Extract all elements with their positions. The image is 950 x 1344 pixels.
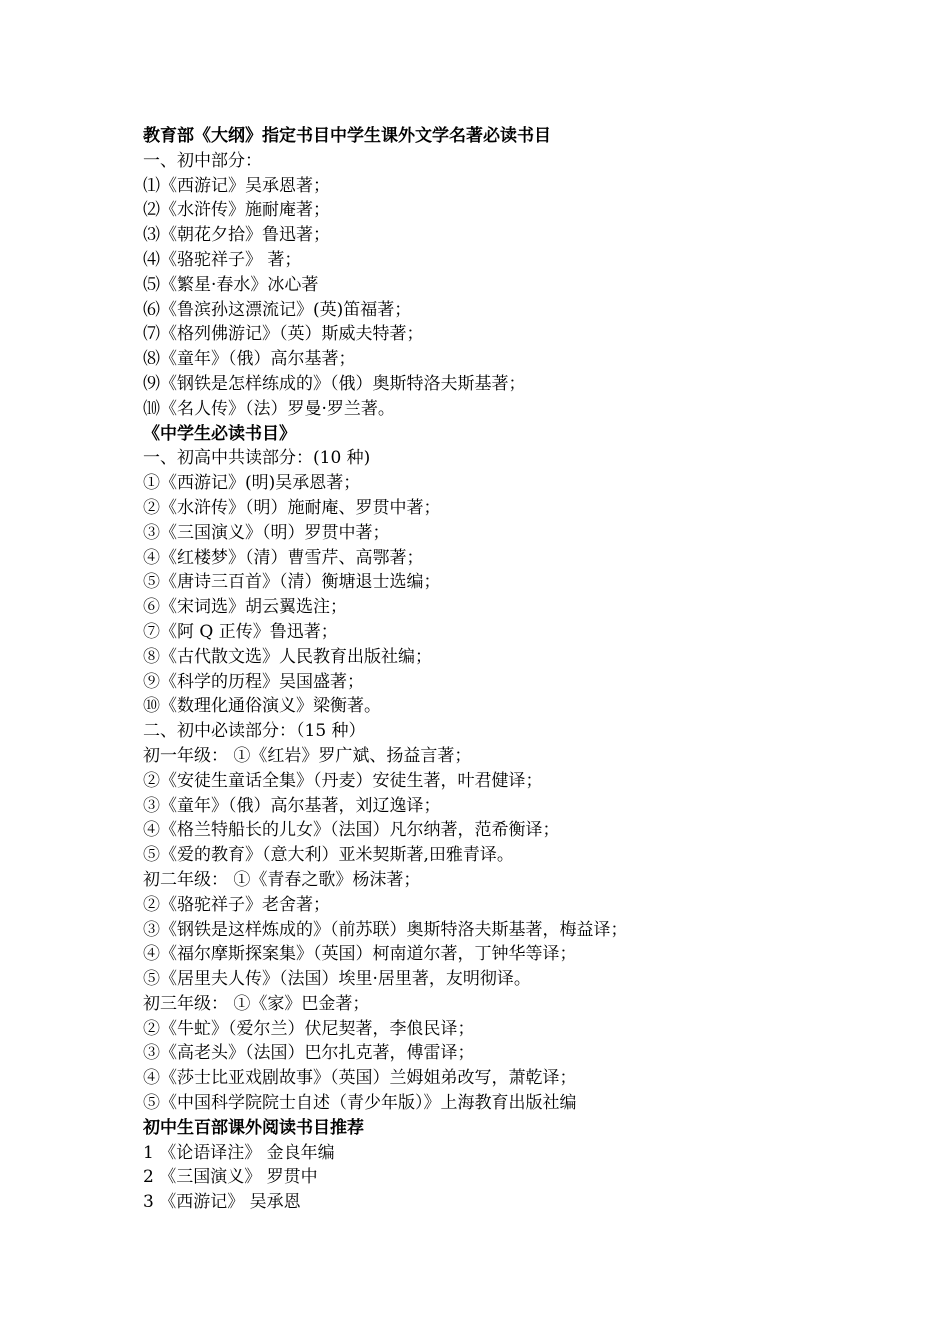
text-line: ⑵《水浒传》施耐庵著；	[143, 200, 330, 221]
text-line: 3 《西游记》 吴承恩	[143, 1192, 301, 1213]
text-line: ⑼《钢铁是怎样练成的》（俄）奥斯特洛夫斯基著；	[143, 373, 526, 394]
text-line: ③《童年》（俄）高尔基著，刘辽逸译；	[143, 795, 441, 816]
text-line: ①《西游记》(明)吴承恩著；	[143, 473, 361, 494]
text-line: ②《安徒生童话全集》（丹麦）安徒生著，叶君健译；	[143, 770, 543, 791]
text-line: ④《格兰特船长的儿女》（法国）凡尔纳著，范希衡译；	[143, 820, 560, 841]
section-heading: 教育部《大纲》指定书目中学生课外文学名著必读书目	[143, 126, 551, 146]
text-line: ⑶《朝花夕拾》鲁迅著；	[143, 225, 330, 246]
text-line: ③《高老头》（法国）巴尔扎克著，傅雷译；	[143, 1043, 475, 1064]
document-page	[143, 124, 803, 1215]
text-line: ⑤《中国科学院院士自述（青少年版）》上海教育出版社编	[143, 1093, 577, 1114]
text-line: ③《钢铁是这样炼成的》（前苏联）奥斯特洛夫斯基著，梅益译；	[143, 919, 628, 940]
text-line: ④《红楼梦》（清）曹雪芹、高鄂著；	[143, 547, 424, 568]
text-line: 二、初中必读部分：（15 种）	[143, 721, 366, 742]
text-line: ⑨《科学的历程》吴国盛著；	[143, 671, 364, 692]
text-line: ④《福尔摩斯探案集》（英国）柯南道尔著，丁钟华等译；	[143, 944, 577, 965]
text-line: 初二年级： ①《青春之歌》杨沫著；	[143, 869, 421, 890]
text-line: ⑹《鲁滨孙这漂流记》(英)笛福著；	[143, 299, 412, 320]
text-line: ⑦《阿 Q 正传》鲁迅著；	[143, 621, 338, 642]
text-line: ⑷《骆驼祥子》 著；	[143, 249, 302, 270]
text-line: ⑤《唐诗三百首》（清）衡塘退士选编；	[143, 572, 441, 593]
text-line: ③《三国演义》（明）罗贯中著；	[143, 522, 390, 543]
text-line: ⑸《繁星·春水》冰心著	[143, 274, 319, 295]
text-line: ⑧《古代散文选》人民教育出版社编；	[143, 646, 432, 667]
text-line: 一、初中部分：	[143, 150, 262, 171]
text-line: ④《莎士比亚戏剧故事》（英国）兰姆姐弟改写，萧乾译；	[143, 1068, 577, 1089]
text-line: 初一年级： ①《红岩》罗广斌、扬益言著；	[143, 745, 472, 766]
text-line: ⑥《宋词选》胡云翼选注；	[143, 597, 347, 618]
text-line: 2 《三国演义》 罗贯中	[143, 1167, 318, 1188]
section-heading: 《中学生必读书目》	[143, 423, 296, 444]
text-line: ⑩《数理化通俗演义》梁衡著。	[143, 696, 381, 717]
text-line: ⑤《爱的教育》（意大利）亚米契斯著,田雅青译。	[143, 845, 514, 866]
text-line: ⑴《西游记》吴承恩著；	[143, 175, 330, 196]
text-line: ②《牛虻》（爱尔兰）伏尼契著，李俍民译；	[143, 1018, 475, 1039]
section-heading: 初中生百部课外阅读书目推荐	[143, 1117, 364, 1138]
text-line: 初三年级： ①《家》巴金著；	[143, 993, 370, 1014]
text-line: ②《水浒传》（明）施耐庵、罗贯中著；	[143, 497, 441, 518]
text-line: ⑽《名人传》（法）罗曼·罗兰著。	[143, 398, 395, 419]
text-line: ⑻《童年》（俄）高尔基著；	[143, 349, 356, 370]
text-line: 1 《论语译注》 金良年编	[143, 1142, 335, 1163]
text-line: ⑺《格列佛游记》（英）斯威夫特著；	[143, 324, 424, 345]
text-line: 一、初高中共读部分：(10 种)	[143, 448, 371, 469]
text-line: ②《骆驼祥子》老舍著；	[143, 894, 330, 915]
text-line: ⑤《居里夫人传》（法国）埃里·居里著，友明彻译。	[143, 969, 531, 990]
